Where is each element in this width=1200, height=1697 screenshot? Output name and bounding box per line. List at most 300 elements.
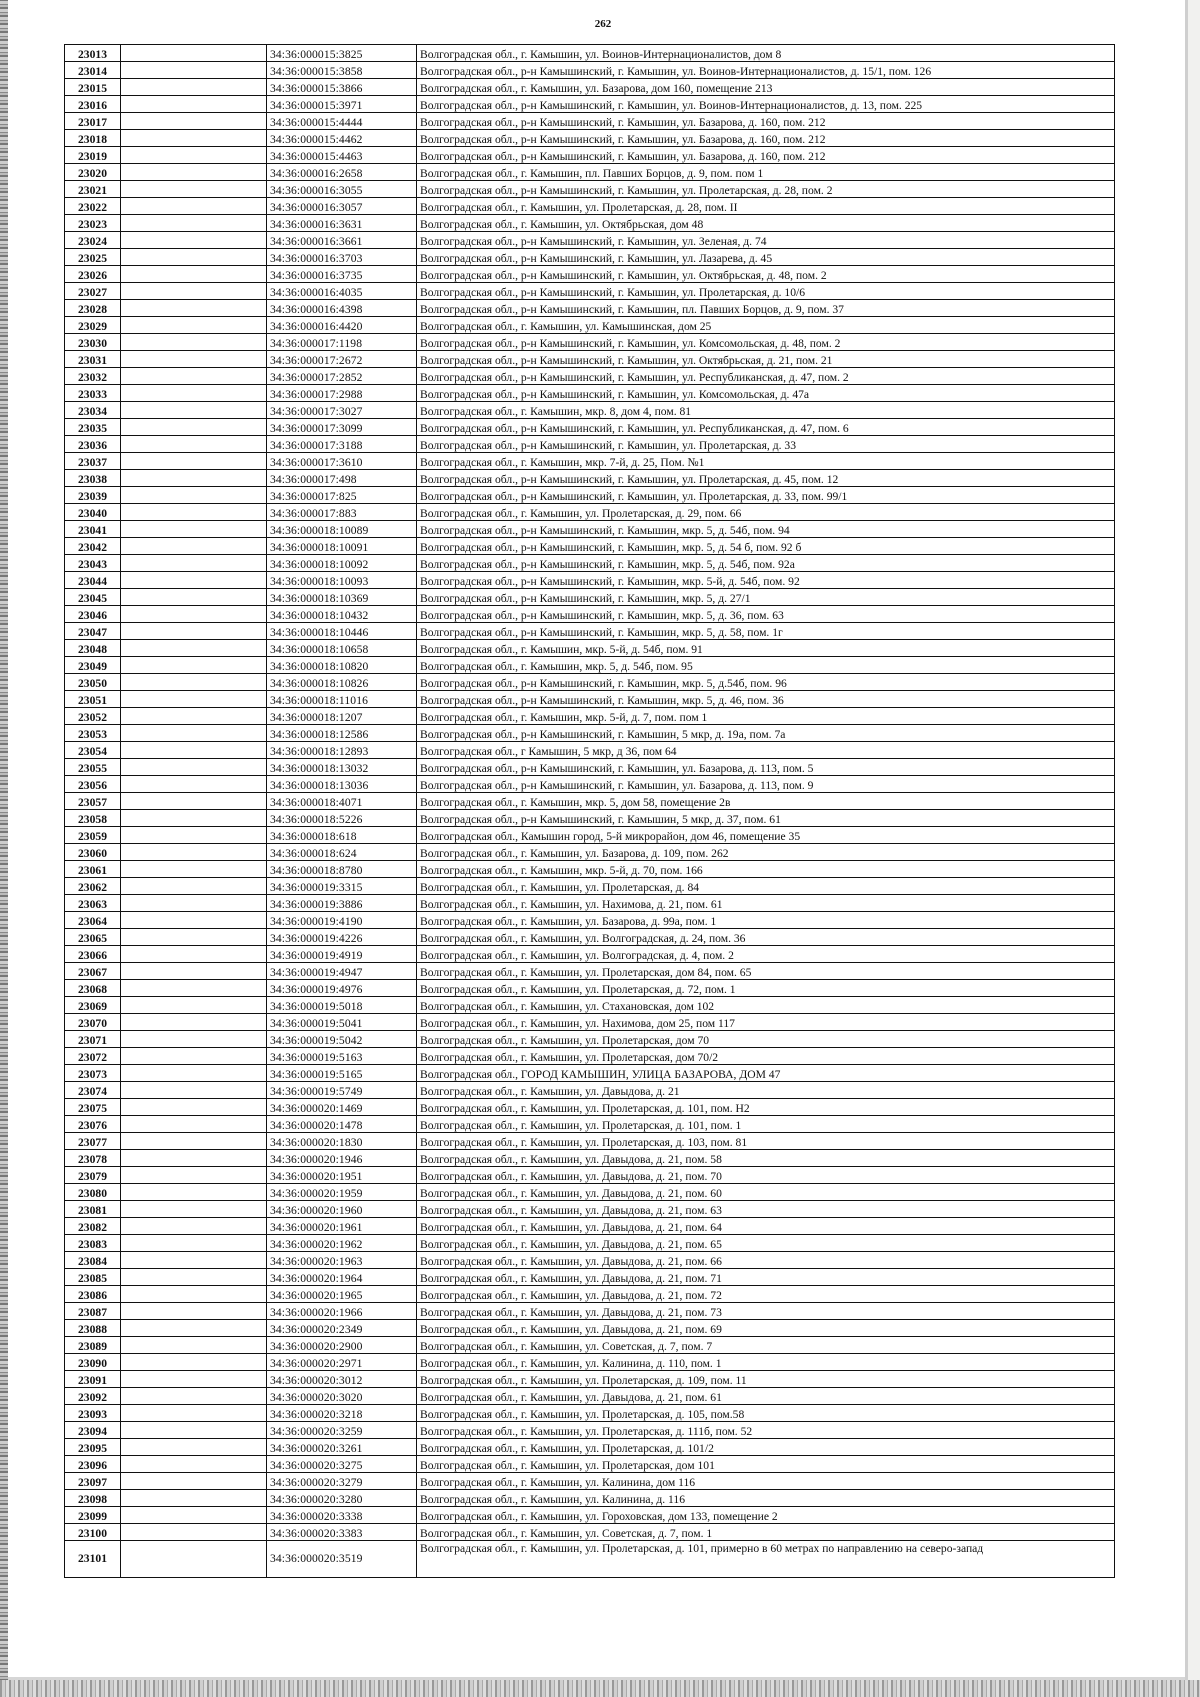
address: Волгоградская обл., р-н Камышинский, г. Камышин, ул. Воинов-Интернационалистов, д. 13, пом. 225 — [417, 96, 1115, 113]
address: Волгоградская обл., р-н Камышинский, г. Камышин, пл. Павших Борцов, д. 9, пом. 37 — [417, 300, 1115, 317]
address: Волгоградская обл., г. Камышин, мкр. 5-й, д. 70, пом. 166 — [417, 861, 1115, 878]
address: Волгоградская обл., г. Камышин, ул. Пролетарская, д. 72, пом. 1 — [417, 980, 1115, 997]
table-row — [65, 827, 1115, 844]
cadastral-number: 34:36:000020:3383 — [267, 1524, 417, 1541]
empty-cell — [121, 1235, 267, 1252]
cadastral-number: 34:36:000019:4976 — [267, 980, 417, 997]
address: Волгоградская обл., г. Камышин, ул. Давыдова, д. 21, пом. 60 — [417, 1184, 1115, 1201]
row-number: 23095 — [65, 1439, 121, 1456]
cadastral-number: 34:36:000015:4462 — [267, 130, 417, 147]
table-row — [65, 844, 1115, 861]
address: Волгоградская обл., р-н Камышинский, г. Камышин, ул. Республиканская, д. 47, пом. 2 — [417, 368, 1115, 385]
row-number: 23028 — [65, 300, 121, 317]
address: Волгоградская обл., р-н Камышинский, г. Камышин, ул. Пролетарская, д. 33 — [417, 436, 1115, 453]
table-row — [65, 1031, 1115, 1048]
empty-cell — [121, 1150, 267, 1167]
cadastral-number: 34:36:000018:10820 — [267, 657, 417, 674]
address: Волгоградская обл., р-н Камышинский, г. Камышин, ул. Зеленая, д. 74 — [417, 232, 1115, 249]
address: Волгоградская обл., г. Камышин, ул. Давыдова, д. 21, пом. 70 — [417, 1167, 1115, 1184]
table-row — [65, 708, 1115, 725]
address: Волгоградская обл., г. Камышин, ул. Пролетарская, дом 70 — [417, 1031, 1115, 1048]
row-number: 23085 — [65, 1269, 121, 1286]
row-number: 23065 — [65, 929, 121, 946]
empty-cell — [121, 45, 267, 62]
row-number: 23064 — [65, 912, 121, 929]
address: Волгоградская обл., г. Камышин, ул. Давыдова, д. 21, пом. 63 — [417, 1201, 1115, 1218]
cadastral-number: 34:36:000020:3261 — [267, 1439, 417, 1456]
cadastral-number: 34:36:000020:1964 — [267, 1269, 417, 1286]
address: Волгоградская обл., г. Камышин, ул. Давыдова, д. 21, пом. 72 — [417, 1286, 1115, 1303]
address: Волгоградская обл., р-н Камышинский, г. Камышин, мкр. 5, д. 36, пом. 63 — [417, 606, 1115, 623]
row-number: 23040 — [65, 504, 121, 521]
cadastral-number: 34:36:000018:12586 — [267, 725, 417, 742]
table-row — [65, 759, 1115, 776]
address: Волгоградская обл., р-н Камышинский, г. Камышин, мкр. 5, д. 54б, пом. 94 — [417, 521, 1115, 538]
row-number: 23019 — [65, 147, 121, 164]
cadastral-number: 34:36:000020:3020 — [267, 1388, 417, 1405]
cadastral-number: 34:36:000018:1207 — [267, 708, 417, 725]
table-row — [65, 1286, 1115, 1303]
cadastral-number: 34:36:000018:10446 — [267, 623, 417, 640]
empty-cell — [121, 1031, 267, 1048]
cadastral-number: 34:36:000016:3703 — [267, 249, 417, 266]
scan-bottom-edge — [0, 1680, 1200, 1697]
table-row — [65, 1371, 1115, 1388]
row-number: 23084 — [65, 1252, 121, 1269]
table-row — [65, 504, 1115, 521]
row-number: 23048 — [65, 640, 121, 657]
property-registry-table — [64, 44, 1115, 1578]
row-number: 23091 — [65, 1371, 121, 1388]
row-number: 23078 — [65, 1150, 121, 1167]
address: Волгоградская обл., г. Камышин, пл. Павших Борцов, д. 9, пом. пом 1 — [417, 164, 1115, 181]
empty-cell — [121, 963, 267, 980]
address: Волгоградская обл., г. Камышин, ул. Давыдова, д. 21, пом. 73 — [417, 1303, 1115, 1320]
cadastral-number: 34:36:000018:10826 — [267, 674, 417, 691]
row-number: 23088 — [65, 1320, 121, 1337]
row-number: 23015 — [65, 79, 121, 96]
address: Волгоградская обл., р-н Камышинский, г. Камышин, ул. Пролетарская, д. 10/6 — [417, 283, 1115, 300]
address: Волгоградская обл., г. Камышин, мкр. 5-й, д. 54б, пом. 91 — [417, 640, 1115, 657]
row-number: 23079 — [65, 1167, 121, 1184]
empty-cell — [121, 198, 267, 215]
empty-cell — [121, 368, 267, 385]
table-row — [65, 1507, 1115, 1524]
row-number: 23096 — [65, 1456, 121, 1473]
page-number: 262 — [594, 18, 612, 30]
row-number: 23031 — [65, 351, 121, 368]
table-row — [65, 895, 1115, 912]
row-number: 23022 — [65, 198, 121, 215]
address: Волгоградская обл., г. Камышин, ул. Стахановская, дом 102 — [417, 997, 1115, 1014]
cadastral-number: 34:36:000016:4420 — [267, 317, 417, 334]
row-number: 23071 — [65, 1031, 121, 1048]
address: Волгоградская обл., р-н Камышинский, г. Камышин, мкр. 5, д. 27/1 — [417, 589, 1115, 606]
address: Волгоградская обл., р-н Камышинский, г. Камышин, мкр. 5, д. 54б, пом. 92а — [417, 555, 1115, 572]
cadastral-number: 34:36:000020:1966 — [267, 1303, 417, 1320]
table-row — [65, 793, 1115, 810]
row-number: 23072 — [65, 1048, 121, 1065]
address: Волгоградская обл., г Камышин, 5 мкр, д 36, пом 64 — [417, 742, 1115, 759]
address: Волгоградская обл., р-н Камышинский, г. Камышин, мкр. 5, д. 46, пом. 36 — [417, 691, 1115, 708]
table-row — [65, 725, 1115, 742]
cadastral-number: 34:36:000016:2658 — [267, 164, 417, 181]
empty-cell — [121, 929, 267, 946]
cadastral-number: 34:36:000017:3188 — [267, 436, 417, 453]
row-number: 23069 — [65, 997, 121, 1014]
cadastral-number: 34:36:000018:13032 — [267, 759, 417, 776]
table-row — [65, 453, 1115, 470]
table-row — [65, 1150, 1115, 1167]
row-number: 23035 — [65, 419, 121, 436]
table-row — [65, 249, 1115, 266]
address: Волгоградская обл., г. Камышин, ул. Октябрьская, дом 48 — [417, 215, 1115, 232]
address: Волгоградская обл., г. Камышин, ул. Калинина, д. 116 — [417, 1490, 1115, 1507]
table-row — [65, 266, 1115, 283]
table-row — [65, 1082, 1115, 1099]
scan-left-edge — [0, 0, 8, 1697]
address: Волгоградская обл., р-н Камышинский, г. Камышин, ул. Базарова, д. 160, пом. 212 — [417, 113, 1115, 130]
cadastral-number: 34:36:000019:4947 — [267, 963, 417, 980]
row-number: 23033 — [65, 385, 121, 402]
row-number: 23050 — [65, 674, 121, 691]
empty-cell — [121, 725, 267, 742]
address: Волгоградская обл., Камышин город, 5-й микрорайон, дом 46, помещение 35 — [417, 827, 1115, 844]
row-number: 23090 — [65, 1354, 121, 1371]
empty-cell — [121, 912, 267, 929]
empty-cell — [121, 266, 267, 283]
empty-cell — [121, 878, 267, 895]
address: Волгоградская обл., г. Камышин, ул. Калинина, дом 116 — [417, 1473, 1115, 1490]
row-number: 23067 — [65, 963, 121, 980]
table-row — [65, 1354, 1115, 1371]
cadastral-number: 34:36:000015:3971 — [267, 96, 417, 113]
address: Волгоградская обл., г. Камышин, ул. Пролетарская, дом 84, пом. 65 — [417, 963, 1115, 980]
table-row — [65, 963, 1115, 980]
row-number: 23027 — [65, 283, 121, 300]
table-row — [65, 1320, 1115, 1337]
cadastral-number: 34:36:000017:883 — [267, 504, 417, 521]
cadastral-number: 34:36:000018:12893 — [267, 742, 417, 759]
empty-cell — [121, 164, 267, 181]
table-row — [65, 79, 1115, 96]
table-row — [65, 623, 1115, 640]
empty-cell — [121, 249, 267, 266]
address: Волгоградская обл., г. Камышин, ул. Пролетарская, д. 28, пом. II — [417, 198, 1115, 215]
address: Волгоградская обл., г. Камышин, ул. Пролетарская, д. 101, пом. Н2 — [417, 1099, 1115, 1116]
row-number: 23068 — [65, 980, 121, 997]
empty-cell — [121, 1456, 267, 1473]
row-number: 23070 — [65, 1014, 121, 1031]
cadastral-number: 34:36:000020:1469 — [267, 1099, 417, 1116]
table-row — [65, 1439, 1115, 1456]
cadastral-number: 34:36:000020:2349 — [267, 1320, 417, 1337]
cadastral-number: 34:36:000018:10092 — [267, 555, 417, 572]
cadastral-number: 34:36:000017:3027 — [267, 402, 417, 419]
empty-cell — [121, 538, 267, 555]
empty-cell — [121, 674, 267, 691]
empty-cell — [121, 946, 267, 963]
table-row — [65, 538, 1115, 555]
row-number: 23073 — [65, 1065, 121, 1082]
cadastral-number: 34:36:000018:11016 — [267, 691, 417, 708]
empty-cell — [121, 453, 267, 470]
table-row — [65, 1303, 1115, 1320]
row-number: 23056 — [65, 776, 121, 793]
empty-cell — [121, 810, 267, 827]
address: Волгоградская обл., г. Камышин, ул. Пролетарская, д. 101/2 — [417, 1439, 1115, 1456]
address: Волгоградская обл., р-н Камышинский, г. Камышин, мкр. 5-й, д. 54б, пом. 92 — [417, 572, 1115, 589]
cadastral-number: 34:36:000020:1951 — [267, 1167, 417, 1184]
table-row — [65, 147, 1115, 164]
empty-cell — [121, 96, 267, 113]
empty-cell — [121, 419, 267, 436]
address: Волгоградская обл., р-н Камышинский, г. Камышин, 5 мкр, д. 19а, пом. 7а — [417, 725, 1115, 742]
table-row — [65, 657, 1115, 674]
table-row — [65, 487, 1115, 504]
row-number: 23025 — [65, 249, 121, 266]
row-number: 23055 — [65, 759, 121, 776]
row-number: 23094 — [65, 1422, 121, 1439]
cadastral-number: 34:36:000017:498 — [267, 470, 417, 487]
address: Волгоградская обл., г. Камышин, мкр. 5, д. 54б, пом. 95 — [417, 657, 1115, 674]
address: Волгоградская обл., г. Камышин, мкр. 8, дом 4, пом. 81 — [417, 402, 1115, 419]
table-row — [65, 436, 1115, 453]
address: Волгоградская обл., г. Камышин, ул. Советская, д. 7, пом. 7 — [417, 1337, 1115, 1354]
row-number: 23092 — [65, 1388, 121, 1405]
table-row — [65, 1065, 1115, 1082]
address: Волгоградская обл., г. Камышин, ул. Гороховская, дом 133, помещение 2 — [417, 1507, 1115, 1524]
table-row — [65, 1099, 1115, 1116]
empty-cell — [121, 895, 267, 912]
address: Волгоградская обл., р-н Камышинский, г. Камышин, ул. Базарова, д. 113, пом. 5 — [417, 759, 1115, 776]
empty-cell — [121, 1507, 267, 1524]
table-row — [65, 1473, 1115, 1490]
empty-cell — [121, 691, 267, 708]
table-row — [65, 130, 1115, 147]
address: Волгоградская обл., р-н Камышинский, г. Камышин, ул. Базарова, д. 160, пом. 212 — [417, 130, 1115, 147]
address: Волгоградская обл., г. Камышин, ул. Давыдова, д. 21, пом. 66 — [417, 1252, 1115, 1269]
address: Волгоградская обл., р-н Камышинский, г. Камышин, ул. Лазарева, д. 45 — [417, 249, 1115, 266]
cadastral-number: 34:36:000016:4035 — [267, 283, 417, 300]
empty-cell — [121, 232, 267, 249]
table-row — [65, 1218, 1115, 1235]
row-number: 23016 — [65, 96, 121, 113]
empty-cell — [121, 521, 267, 538]
table-row — [65, 946, 1115, 963]
empty-cell — [121, 62, 267, 79]
table-row — [65, 912, 1115, 929]
empty-cell — [121, 793, 267, 810]
row-number: 23100 — [65, 1524, 121, 1541]
cadastral-number: 34:36:000016:3661 — [267, 232, 417, 249]
cadastral-number: 34:36:000018:618 — [267, 827, 417, 844]
row-number: 23043 — [65, 555, 121, 572]
table-row — [65, 810, 1115, 827]
row-number: 23060 — [65, 844, 121, 861]
empty-cell — [121, 351, 267, 368]
table-row — [65, 606, 1115, 623]
empty-cell — [121, 402, 267, 419]
table-row — [65, 334, 1115, 351]
empty-cell — [121, 1524, 267, 1541]
cadastral-number: 34:36:000015:4444 — [267, 113, 417, 130]
row-number: 23061 — [65, 861, 121, 878]
address: Волгоградская обл., г. Камышин, мкр. 7-й, д. 25, Пом. №1 — [417, 453, 1115, 470]
cadastral-number: 34:36:000020:3012 — [267, 1371, 417, 1388]
table-row — [65, 1490, 1115, 1507]
empty-cell — [121, 980, 267, 997]
row-number: 23024 — [65, 232, 121, 249]
cadastral-number: 34:36:000017:3610 — [267, 453, 417, 470]
table-row — [65, 232, 1115, 249]
empty-cell — [121, 1388, 267, 1405]
empty-cell — [121, 1286, 267, 1303]
address: Волгоградская обл., г. Камышин, ул. Пролетарская, д. 29, пом. 66 — [417, 504, 1115, 521]
empty-cell — [121, 1082, 267, 1099]
empty-cell — [121, 504, 267, 521]
address: Волгоградская обл., г. Камышин, ул. Давыдова, д. 21 — [417, 1082, 1115, 1099]
address: Волгоградская обл., р-н Камышинский, г. Камышин, 5 мкр, д. 37, пом. 61 — [417, 810, 1115, 827]
empty-cell — [121, 436, 267, 453]
table-row — [65, 385, 1115, 402]
row-number: 23039 — [65, 487, 121, 504]
address: Волгоградская обл., р-н Камышинский, г. Камышин, ул. Пролетарская, д. 45, пом. 12 — [417, 470, 1115, 487]
cadastral-number: 34:36:000020:1959 — [267, 1184, 417, 1201]
address: Волгоградская обл., ГОРОД КАМЫШИН, УЛИЦА БАЗАРОВА, ДОМ 47 — [417, 1065, 1115, 1082]
address: Волгоградская обл., г. Камышин, ул. Пролетарская, д. 105, пом.58 — [417, 1405, 1115, 1422]
empty-cell — [121, 300, 267, 317]
table-row — [65, 96, 1115, 113]
table-row — [65, 929, 1115, 946]
address: Волгоградская обл., г. Камышин, мкр. 5, дом 58, помещение 2в — [417, 793, 1115, 810]
cadastral-number: 34:36:000020:2900 — [267, 1337, 417, 1354]
document-page — [8, 0, 1188, 1680]
empty-cell — [121, 1354, 267, 1371]
address: Волгоградская обл., г. Камышин, ул. Камышинская, дом 25 — [417, 317, 1115, 334]
table-row — [65, 776, 1115, 793]
cadastral-number: 34:36:000020:1478 — [267, 1116, 417, 1133]
address: Волгоградская обл., р-н Камышинский, г. Камышин, ул. Республиканская, д. 47, пом. 6 — [417, 419, 1115, 436]
table-row — [65, 45, 1115, 62]
empty-cell — [121, 827, 267, 844]
row-number: 23058 — [65, 810, 121, 827]
cadastral-number: 34:36:000020:1963 — [267, 1252, 417, 1269]
empty-cell — [121, 589, 267, 606]
row-number: 23044 — [65, 572, 121, 589]
address: Волгоградская обл., г. Камышин, ул. Давыдова, д. 21, пом. 65 — [417, 1235, 1115, 1252]
row-number: 23099 — [65, 1507, 121, 1524]
address: Волгоградская обл., г. Камышин, ул. Воинов-Интернационалистов, дом 8 — [417, 45, 1115, 62]
empty-cell — [121, 657, 267, 674]
cadastral-number: 34:36:000015:4463 — [267, 147, 417, 164]
row-number: 23080 — [65, 1184, 121, 1201]
row-number: 23077 — [65, 1133, 121, 1150]
cadastral-number: 34:36:000020:3279 — [267, 1473, 417, 1490]
cadastral-number: 34:36:000017:1198 — [267, 334, 417, 351]
cadastral-number: 34:36:000020:3259 — [267, 1422, 417, 1439]
cadastral-number: 34:36:000018:5226 — [267, 810, 417, 827]
address: Волгоградская обл., г. Камышин, ул. Пролетарская, д. 101, примерно в 60 метрах по направлению на северо-запад — [417, 1541, 1115, 1578]
table-row — [65, 1116, 1115, 1133]
address: Волгоградская обл., г. Камышин, ул. Нахимова, д. 21, пом. 61 — [417, 895, 1115, 912]
table-row — [65, 1541, 1115, 1578]
cadastral-number: 34:36:000019:5042 — [267, 1031, 417, 1048]
table-row — [65, 181, 1115, 198]
cadastral-number: 34:36:000018:4071 — [267, 793, 417, 810]
cadastral-number: 34:36:000019:5165 — [267, 1065, 417, 1082]
empty-cell — [121, 759, 267, 776]
row-number: 23045 — [65, 589, 121, 606]
row-number: 23054 — [65, 742, 121, 759]
cadastral-number: 34:36:000020:2971 — [267, 1354, 417, 1371]
row-number: 23082 — [65, 1218, 121, 1235]
row-number: 23030 — [65, 334, 121, 351]
empty-cell — [121, 708, 267, 725]
cadastral-number: 34:36:000019:4190 — [267, 912, 417, 929]
row-number: 23042 — [65, 538, 121, 555]
table-row — [65, 691, 1115, 708]
address: Волгоградская обл., г. Камышин, мкр. 5-й, д. 7, пом. пом 1 — [417, 708, 1115, 725]
row-number: 23046 — [65, 606, 121, 623]
table-row — [65, 351, 1115, 368]
address: Волгоградская обл., г. Камышин, ул. Давыдова, д. 21, пом. 69 — [417, 1320, 1115, 1337]
row-number: 23014 — [65, 62, 121, 79]
cadastral-number: 34:36:000020:3218 — [267, 1405, 417, 1422]
empty-cell — [121, 470, 267, 487]
empty-cell — [121, 1065, 267, 1082]
empty-cell — [121, 640, 267, 657]
empty-cell — [121, 1116, 267, 1133]
table-row — [65, 640, 1115, 657]
empty-cell — [121, 215, 267, 232]
address: Волгоградская обл., р-н Камышинский, г. Камышин, ул. Пролетарская, д. 33, пом. 99/1 — [417, 487, 1115, 504]
cadastral-number: 34:36:000018:10089 — [267, 521, 417, 538]
row-number: 23047 — [65, 623, 121, 640]
cadastral-number: 34:36:000016:3631 — [267, 215, 417, 232]
empty-cell — [121, 572, 267, 589]
cadastral-number: 34:36:000018:8780 — [267, 861, 417, 878]
cadastral-number: 34:36:000017:825 — [267, 487, 417, 504]
registry-table-body — [65, 45, 1115, 1578]
table-row — [65, 980, 1115, 997]
cadastral-number: 34:36:000019:5749 — [267, 1082, 417, 1099]
address: Волгоградская обл., г. Камышин, ул. Давыдова, д. 21, пом. 71 — [417, 1269, 1115, 1286]
empty-cell — [121, 555, 267, 572]
empty-cell — [121, 1014, 267, 1031]
table-row — [65, 572, 1115, 589]
row-number: 23053 — [65, 725, 121, 742]
table-row — [65, 1184, 1115, 1201]
address: Волгоградская обл., р-н Камышинский, г. Камышин, ул. Воинов-Интернационалистов, д. 15/1, пом. 126 — [417, 62, 1115, 79]
table-row — [65, 861, 1115, 878]
empty-cell — [121, 487, 267, 504]
row-number: 23051 — [65, 691, 121, 708]
cadastral-number: 34:36:000016:4398 — [267, 300, 417, 317]
empty-cell — [121, 1541, 267, 1578]
cadastral-number: 34:36:000020:1946 — [267, 1150, 417, 1167]
address: Волгоградская обл., г. Камышин, ул. Нахимова, дом 25, пом 117 — [417, 1014, 1115, 1031]
cadastral-number: 34:36:000015:3858 — [267, 62, 417, 79]
empty-cell — [121, 334, 267, 351]
empty-cell — [121, 1099, 267, 1116]
row-number: 23089 — [65, 1337, 121, 1354]
cadastral-number: 34:36:000020:1965 — [267, 1286, 417, 1303]
empty-cell — [121, 385, 267, 402]
row-number: 23038 — [65, 470, 121, 487]
cadastral-number: 34:36:000019:3315 — [267, 878, 417, 895]
table-row — [65, 1235, 1115, 1252]
